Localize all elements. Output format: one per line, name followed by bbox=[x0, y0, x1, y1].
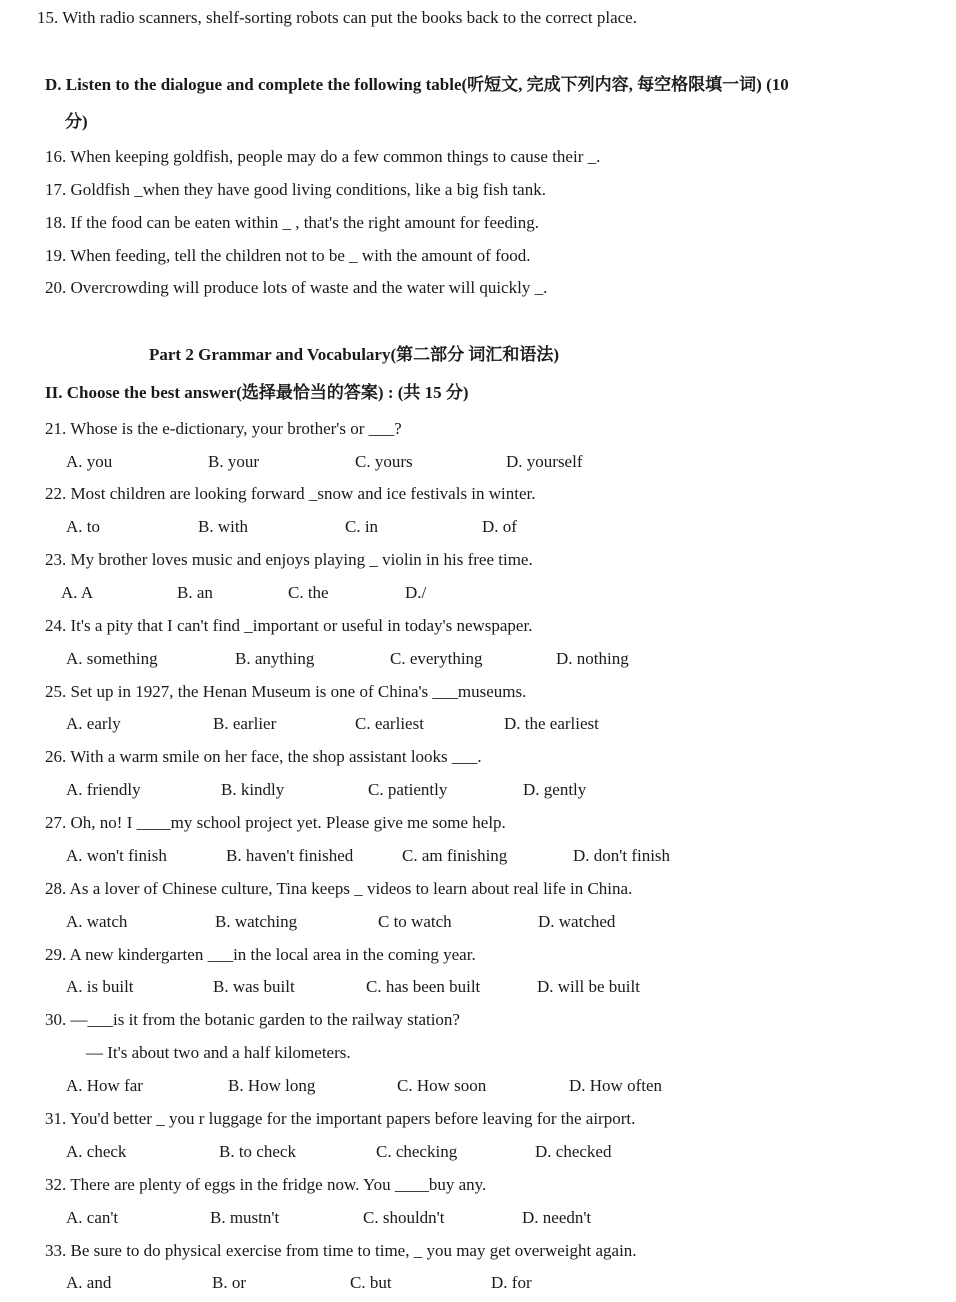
option-b[interactable]: B. mustn't bbox=[210, 1208, 280, 1227]
option-a[interactable]: A. A bbox=[61, 583, 94, 602]
option-c[interactable]: C. everything bbox=[390, 649, 483, 668]
option-c[interactable]: C to watch bbox=[378, 912, 452, 931]
option-d[interactable]: D. the earliest bbox=[504, 714, 599, 733]
option-d[interactable]: D. of bbox=[482, 517, 517, 536]
option-c[interactable]: C. in bbox=[345, 517, 379, 536]
option-a[interactable]: A. won't finish bbox=[66, 846, 167, 865]
option-d[interactable]: D. don't finish bbox=[573, 846, 671, 865]
question-23: 23. My brother loves music and enjoys playing _ violin in his free time. bbox=[45, 550, 533, 569]
option-a[interactable]: A. early bbox=[66, 714, 121, 733]
option-d[interactable]: D. for bbox=[491, 1273, 532, 1292]
part2-title: Part 2 Grammar and Vocabulary(第二部分 词汇和语法) bbox=[149, 345, 560, 364]
section-d-heading-cont: 分) bbox=[65, 112, 88, 131]
question-17: 17. Goldfish _when they have good living conditions, like a big fish tank. bbox=[45, 180, 546, 199]
question-30-response: — It's about two and a half kilometers. bbox=[86, 1043, 351, 1062]
section-ii-heading: II. Choose the best answer(选择最恰当的答案) : (共 15 分) bbox=[45, 383, 469, 402]
option-d[interactable]: D. How often bbox=[569, 1076, 663, 1095]
option-d[interactable]: D. gently bbox=[523, 780, 587, 799]
option-a[interactable]: A. is built bbox=[66, 977, 134, 996]
option-d[interactable]: D. checked bbox=[535, 1142, 612, 1161]
question-29: 29. A new kindergarten ___in the local area in the coming year. bbox=[45, 945, 476, 964]
option-d[interactable]: D. needn't bbox=[522, 1208, 592, 1227]
option-c[interactable]: C. has been built bbox=[366, 977, 481, 996]
question-18: 18. If the food can be eaten within _ , that's the right amount for feeding. bbox=[45, 213, 540, 232]
option-b[interactable]: B. was built bbox=[213, 977, 295, 996]
question-21: 21. Whose is the e-dictionary, your brother's or ___? bbox=[45, 419, 402, 438]
section-d-heading: D. Listen to the dialogue and complete the following table(听短文, 完成下列内容, 每空格限填一词) (10 bbox=[45, 75, 789, 94]
question-22: 22. Most children are looking forward _snow and ice festivals in winter. bbox=[45, 484, 536, 503]
option-a[interactable]: A. and bbox=[66, 1273, 112, 1292]
question-33: 33. Be sure to do physical exercise from time to time, _ you may get overweight again. bbox=[45, 1241, 637, 1260]
option-d[interactable]: D. watched bbox=[538, 912, 616, 931]
option-c[interactable]: C. checking bbox=[376, 1142, 458, 1161]
question-25: 25. Set up in 1927, the Henan Museum is one of China's ___museums. bbox=[45, 682, 527, 701]
option-a[interactable]: A. How far bbox=[66, 1076, 143, 1095]
question-32: 32. There are plenty of eggs in the fridge now. You ____buy any. bbox=[45, 1175, 487, 1194]
question-19: 19. When feeding, tell the children not to be _ with the amount of food. bbox=[45, 246, 531, 265]
option-d[interactable]: D. nothing bbox=[556, 649, 629, 668]
option-b[interactable]: B. an bbox=[177, 583, 213, 602]
question-31: 31. You'd better _ you r luggage for the important papers before leaving for the airport. bbox=[45, 1109, 636, 1128]
option-b[interactable]: B. with bbox=[198, 517, 249, 536]
option-c[interactable]: C. patiently bbox=[368, 780, 448, 799]
option-d[interactable]: D./ bbox=[405, 583, 427, 602]
question-15: 15. With radio scanners, shelf-sorting robots can put the books back to the correct place. bbox=[37, 8, 637, 27]
question-16: 16. When keeping goldfish, people may do a few common things to cause their _. bbox=[45, 147, 601, 166]
option-b[interactable]: B. watching bbox=[215, 912, 298, 931]
option-b[interactable]: B. kindly bbox=[221, 780, 285, 799]
question-28: 28. As a lover of Chinese culture, Tina keeps _ videos to learn about real life in China. bbox=[45, 879, 633, 898]
option-a[interactable]: A. watch bbox=[66, 912, 128, 931]
option-c[interactable]: C. shouldn't bbox=[363, 1208, 445, 1227]
question-26: 26. With a warm smile on her face, the shop assistant looks ___. bbox=[45, 747, 482, 766]
question-20: 20. Overcrowding will produce lots of waste and the water will quickly _. bbox=[45, 278, 548, 297]
option-a[interactable]: A. to bbox=[66, 517, 100, 536]
option-a[interactable]: A. can't bbox=[66, 1208, 119, 1227]
option-b[interactable]: B. How long bbox=[228, 1076, 316, 1095]
question-27: 27. Oh, no! I ____my school project yet. Please give me some help. bbox=[45, 813, 506, 832]
question-30: 30. —___is it from the botanic garden to the railway station? bbox=[45, 1010, 460, 1029]
option-b[interactable]: B. or bbox=[212, 1273, 246, 1292]
option-b[interactable]: B. anything bbox=[235, 649, 315, 668]
option-b[interactable]: B. haven't finished bbox=[226, 846, 354, 865]
option-d[interactable]: D. will be built bbox=[537, 977, 640, 996]
option-b[interactable]: B. to check bbox=[219, 1142, 296, 1161]
option-c[interactable]: C. but bbox=[350, 1273, 392, 1292]
option-a[interactable]: A. something bbox=[66, 649, 158, 668]
option-a[interactable]: A. friendly bbox=[66, 780, 141, 799]
option-c[interactable]: C. yours bbox=[355, 452, 413, 471]
option-a[interactable]: A. check bbox=[66, 1142, 127, 1161]
option-b[interactable]: B. earlier bbox=[213, 714, 277, 733]
option-d[interactable]: D. yourself bbox=[506, 452, 583, 471]
option-c[interactable]: C. How soon bbox=[397, 1076, 487, 1095]
option-c[interactable]: C. earliest bbox=[355, 714, 424, 733]
option-c[interactable]: C. am finishing bbox=[402, 846, 508, 865]
option-c[interactable]: C. the bbox=[288, 583, 329, 602]
option-a[interactable]: A. you bbox=[66, 452, 113, 471]
option-b[interactable]: B. your bbox=[208, 452, 259, 471]
question-24: 24. It's a pity that I can't find _important or useful in today's newspaper. bbox=[45, 616, 533, 635]
